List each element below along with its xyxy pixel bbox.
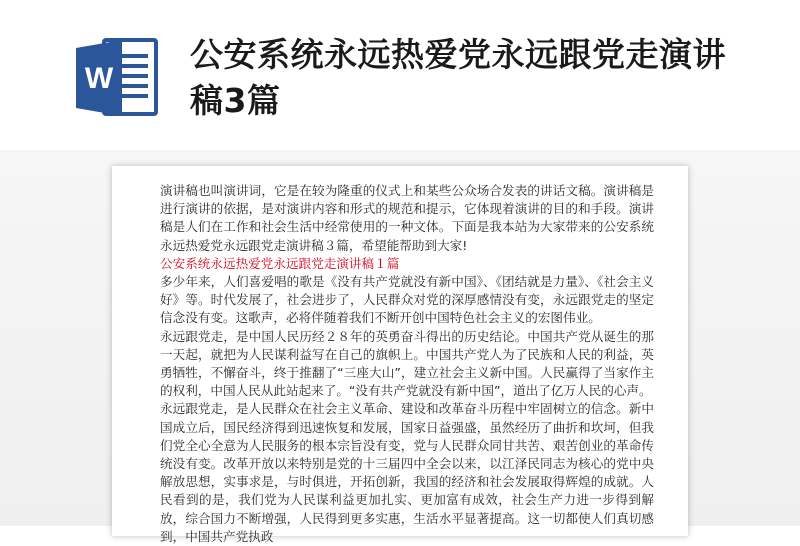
page-title: 公安系统永远热爱党永远跟党走演讲稿3篇 xyxy=(190,35,726,120)
document-page xyxy=(112,166,688,544)
body-paragraph: 多少年来，人们喜爱唱的歌是《没有共产党就没有新中国》、《团结就是力量》、《社会主义好》等。时代发展了，社会进步了，人民群众对党的深厚感情没有变，永远跟党走的坚定信念没有变。这歌声，必将伴随着我们不断开创中国特色社会主义的宏图伟业。 xyxy=(160,274,654,326)
word-icon xyxy=(70,30,166,126)
word-icon-letter: W xyxy=(84,62,114,95)
body-paragraph: 永远跟党走，是中国人民历经２８年的英勇奋斗得出的历史结论。中国共产党从诞生的那一天起，就把为人民谋利益写在自己的旗帜上。中国共产党人为了民族和人民的利益，英勇牺牲，不懈奋斗，终于推翻了“三座大山”，建立社会主义新中国。人民赢得了当家作主的权利，中国人民从此站起来了。“没有共产党就没有新中国”，道出了亿万人民的心声。 xyxy=(160,328,654,399)
section-heading: 公安系统永远热爱党永远跟党走演讲稿１篇 xyxy=(160,255,400,271)
document-viewer xyxy=(0,150,800,544)
document-header xyxy=(0,0,800,150)
document-body xyxy=(160,182,654,546)
intro-paragraph: 演讲稿也叫演讲词，它是在较为隆重的仪式上和某些公众场合发表的讲话文稿。演讲稿是进行演讲的依据，是对演讲内容和形式的规范和提示，它体现着演讲的目的和手段。演讲稿是人们在工作和社会生活中经常使用的一种文体。下面是我本站为大家带来的公安系统永远热爱党永远跟党走演讲稿３篇，希望能帮助到大家! xyxy=(160,183,654,253)
body-paragraph: 永远跟党走，是人民群众在社会主义革命、建设和改革奋斗历程中牢固树立的信念。新中国成立后，国民经济得到迅速恢复和发展，国家日益强盛，虽然经历了曲折和坎坷，但我们党全心全意为人民服务的根本宗旨没有变，党与人民群众同甘共苦、艰苦创业的革命传统没有变。改革开放以来特别是党的十三届四中全会以来，以江泽民同志为核心的党中央解放思想，实事求是，与时俱进，开拓创新，我国的经济和社会发展取得辉煌的成就。人民看到的是，我们党为人民谋利益更加扎实、更加富有成效，社会生产力进一步得到解放，综合国力不断增强，人民得到更多实惠，生活水平显著提高。这一切都使人们真切感到，中国共产党执政 xyxy=(160,401,654,544)
